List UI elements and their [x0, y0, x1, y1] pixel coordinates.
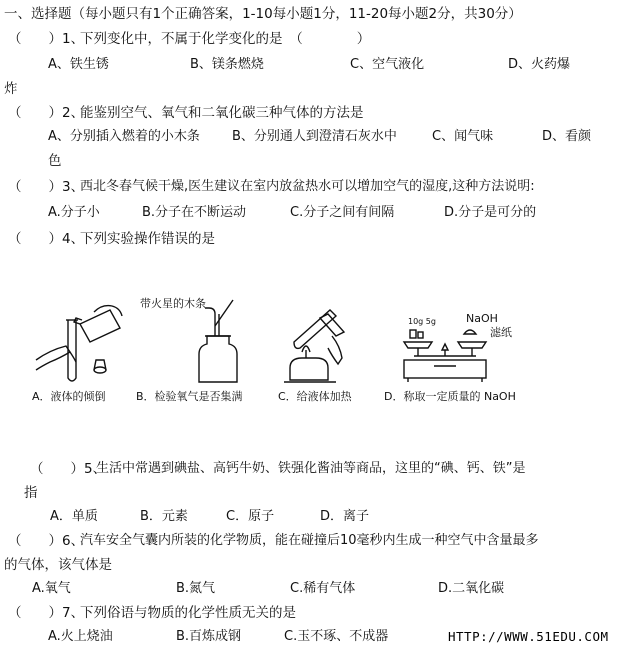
q3-option-b: B.分子在不断运动 [142, 205, 247, 220]
figure-d-naoh-label: NaOH [466, 312, 498, 325]
q2-option-c: C、闻气味 [432, 129, 494, 144]
q5-wrap: 指 [24, 485, 38, 501]
figure-d-balance [398, 320, 498, 386]
q1-wrap: 炸 [4, 81, 18, 97]
q5-option-d: D．离子 [320, 509, 370, 524]
q7-option-b: B.百炼成钢 [176, 629, 242, 644]
q6-option-d: D.二氧化碳 [438, 581, 505, 596]
figure-c-caption: C．给液体加热 [278, 390, 352, 403]
question-5-prefix: （ ）5、 [30, 461, 107, 477]
watermark: HTTP://WWW.51EDU.COM [448, 629, 609, 644]
q7-option-c: C.玉不琢、不成器 [284, 629, 389, 644]
figure-d-filter-label: 滤纸 [490, 326, 512, 339]
q3-option-c: C.分子之间有间隔 [290, 205, 395, 220]
question-3-stem: 西北冬春气候干燥,医生建议在室内放盆热水可以增加空气的湿度,这种方法说明: [80, 179, 535, 194]
figure-b-gas-bottle [185, 296, 255, 386]
question-6-prefix: （ ）6、 [8, 533, 85, 549]
q6-option-b: B.氮气 [176, 581, 216, 596]
question-1-stem: 下列变化中，不属于化学变化的是 （ ） [80, 31, 371, 47]
figure-b-label: 带火星的木条 [140, 297, 206, 310]
q1-option-d: D、火药爆 [508, 57, 571, 72]
q6-option-c: C.稀有气体 [290, 581, 356, 596]
question-4-prefix: （ ）4、 [8, 231, 85, 247]
q1-option-c: C、空气液化 [350, 57, 425, 72]
question-3-prefix: （ ）3、 [8, 179, 85, 195]
figure-d-caption: D．称取一定质量的 NaOH [384, 390, 516, 403]
question-5-stem: 生活中常遇到碘盐、高钙牛奶、铁强化酱油等商品，这里的“碘、钙、铁”是 [96, 461, 526, 476]
q2-option-a: A、分别插入燃着的小木条 [48, 129, 200, 144]
q2-option-d: D、看颜 [542, 129, 592, 144]
q7-option-a: A.火上烧油 [48, 629, 113, 644]
question-2-prefix: （ ）2、 [8, 105, 85, 121]
question-6-stem: 汽车安全气囊内所装的化学物质，能在碰撞后10毫秒内生成一种空气中含量最多 [80, 533, 539, 548]
figure-a-caption: A．液体的倾倒 [32, 390, 106, 403]
q5-option-c: C．原子 [226, 509, 275, 524]
figure-c-heating [280, 300, 360, 386]
figure-a-pouring [30, 300, 130, 386]
q3-option-d: D.分子是可分的 [444, 205, 537, 220]
question-1-prefix: （ ）1、 [8, 31, 85, 47]
question-7-stem: 下列俗语与物质的化学性质无关的是 [80, 605, 296, 621]
q2-option-b: B、分别通人到澄清石灰水中 [232, 129, 397, 144]
q3-option-a: A.分子小 [48, 205, 100, 220]
q6-option-a: A.氧气 [32, 581, 71, 596]
section-title: 一、选择题（每小题只有1个正确答案，1-10每小题1分，11-20每小题2分，共30分） [4, 6, 522, 22]
figure-b-caption: B．检验氧气是否集满 [136, 390, 243, 403]
q5-option-b: B．元素 [140, 509, 188, 524]
q2-wrap: 色 [48, 153, 62, 169]
figure-d-weights-label: 10g 5g [408, 317, 436, 326]
q1-option-b: B、镁条燃烧 [190, 57, 264, 72]
question-2-stem: 能鉴别空气、氧气和二氧化碳三种气体的方法是 [80, 105, 364, 121]
q1-option-a: A、铁生锈 [48, 57, 109, 72]
q5-option-a: A．单质 [50, 509, 98, 524]
question-4-stem: 下列实验操作错误的是 [80, 231, 215, 247]
question-7-prefix: （ ）7、 [8, 605, 85, 621]
q6-wrap: 的气体，该气体是 [4, 557, 112, 573]
